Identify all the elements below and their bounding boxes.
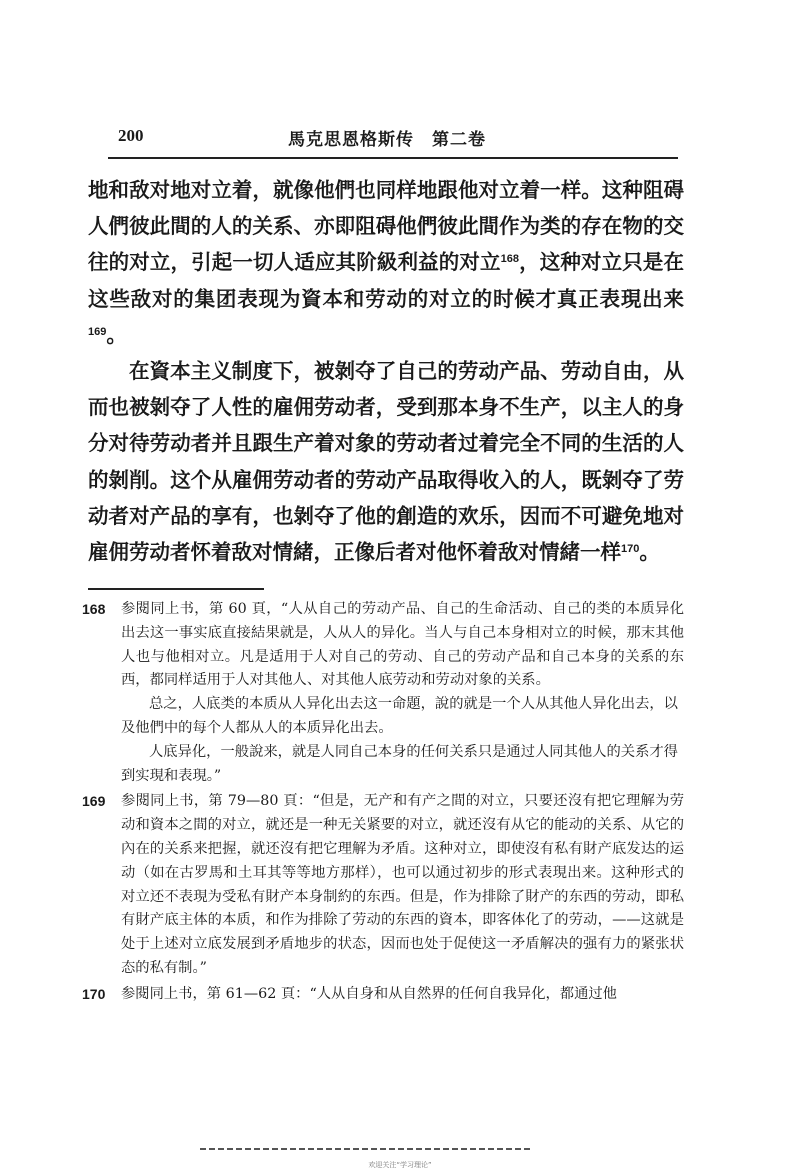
header-rule <box>108 157 678 159</box>
footnote-divider <box>88 588 264 590</box>
footnote-170 <box>82 983 684 1007</box>
footnote-para: 总之，人底类的本质从人异化出去这一命題，說的就是一个人从其他人异化出去，以及他們中的每个人都从人的本质异化出去。 <box>121 696 678 736</box>
footnote-number: 168 <box>82 601 106 617</box>
footnote-text: 参閱同上书，第 79—80 頁：“但是，无产和有产之間的对立，只要还沒有把它理解为劳动和資本之間的对立，就还是一种无关紧要的对立，就还沒有从它的能动的关系、从它的內在的关系来把握，就还沒有把它理解为矛盾。这种对立，即使沒有私有財产底发达的运动（如在古罗馬和土耳其等等地方那样），也可以通过初步的形式表現出来。这种形式的对立还不表現为受私有財产本身制約的东西。但是，作为排除了財产的东西的劳动，即私有財产底主体的本质，和作为排除了劳动的东西的資本，即客体化了的劳动，——这就是处于上述对立底发展到矛盾地步的状态，因而也处于促使这一矛盾解决的强有力的紧张状态的私有制。” <box>121 793 684 976</box>
footnote-168 <box>82 598 684 788</box>
page-number: 200 <box>118 126 144 145</box>
scan-edge <box>200 1148 530 1150</box>
footnote-169 <box>82 790 684 980</box>
running-title: 馬克思恩格斯传 第二卷 <box>288 130 486 150</box>
footnote-ref-168[interactable]: 168 <box>500 253 519 266</box>
footnote-number: 170 <box>82 985 106 1002</box>
footnote-ref-169[interactable]: 169 <box>88 325 107 338</box>
footnote-number: 169 <box>82 793 106 810</box>
watermark: 欢迎关注“学习理论” <box>368 1161 432 1169</box>
paragraph-1: 地和敌对地对立着，就像他們也同样地跟他对立着一样。这种阻碍人們彼此間的人的关系、亦即阻碍他們彼此間作为类的存在物的交往的对立，引起一切人适应其阶級利益的对立$^{168}$，这种对立只是在这些敌对的集团表现为資本和劳动的对立的时候才真正表現出来$^{169}$。 <box>88 178 685 347</box>
footnote-text: 参閱同上书，第 61—62 頁：“人从自身和从自然界的任何自我异化，都通过他 <box>121 985 617 1002</box>
paragraph-2: 在資本主义制度下，被剝夺了自己的劳动产品、劳动自由，从而也被剝夺了人性的雇佣劳动者，受到那本身不生产，以主人的身分对待劳动者并且跟生产着对象的劳动者过着完全不同的生活的人的剝削。这个从雇佣劳动者的劳动产品取得收入的人，既剝夺了劳动者对产品的享有，也剝夺了他的創造的欢乐，因而不可避免地对雇佣劳动者怀着敌对情緒，正像后者对他怀着敌对情緒一样$^{170}$。 <box>88 359 684 565</box>
footnote-text: 参閱同上书，第 60 頁，“人从自己的劳动产品、自己的生命活动、自己的类的本质异化出去这一事实底直接結果就是，人从人的异化。当人与自己本身相对立的时候，那末其他人也与他相对立。凡是适用于人对自己的劳动、自己的劳动产品和自己本身的关系的东西，都同样适用于人对其他人、对其他人底劳动和劳动对象的关系。 <box>121 601 684 689</box>
footnote-ref-170[interactable]: 170 <box>621 543 640 556</box>
footnotes <box>82 598 684 1007</box>
page-header <box>118 126 678 150</box>
main-text <box>88 172 684 570</box>
footnote-para: 人底异化，一般說来，就是人同自己本身的任何关系只是通过人同其他人的关系才得到实現和表現。” <box>121 743 678 784</box>
